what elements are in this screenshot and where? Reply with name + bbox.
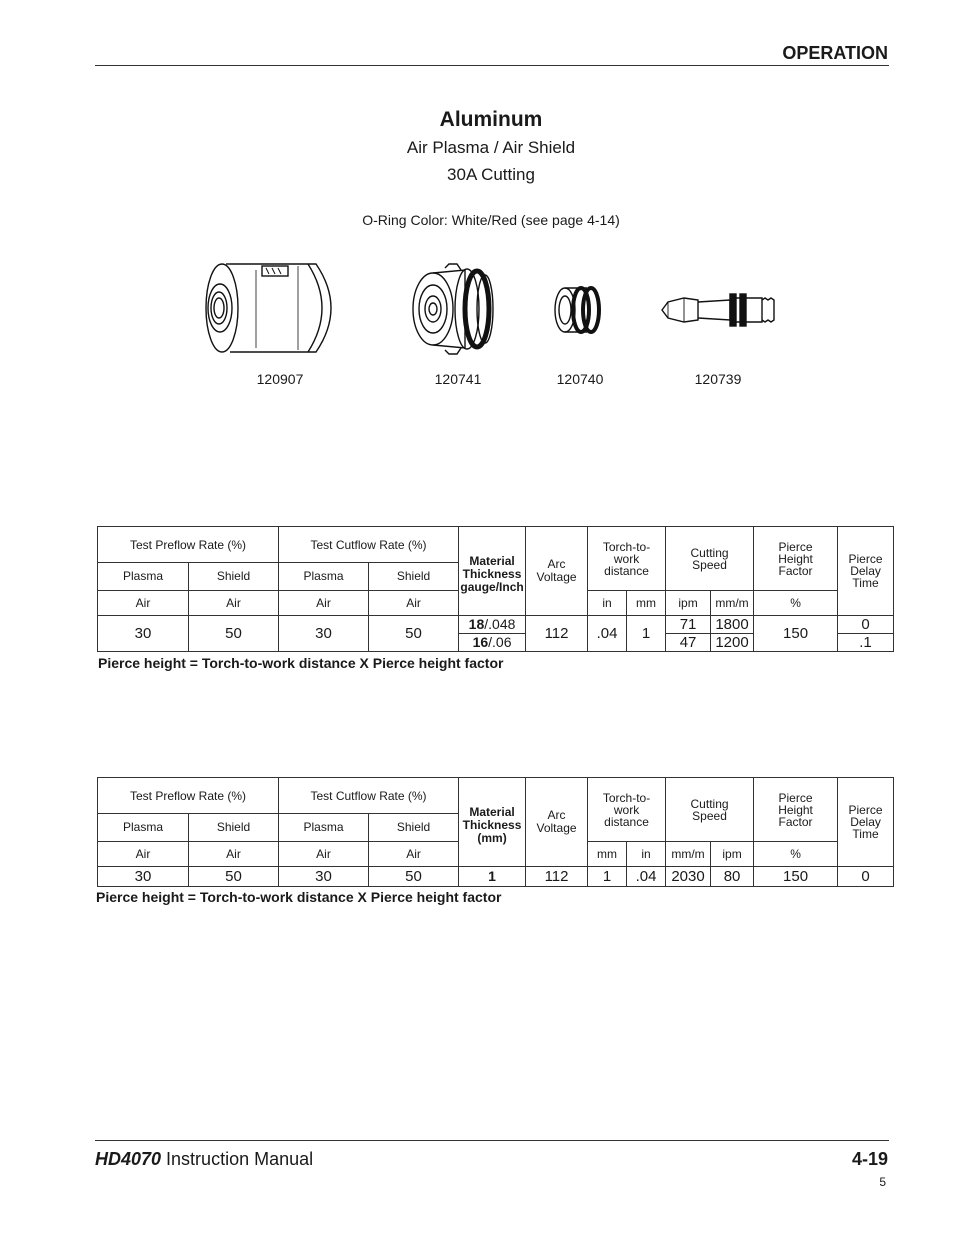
speed-cell: 80: [711, 867, 754, 887]
torch-distance-header: Torch-to- work distance: [588, 527, 666, 591]
part-number-nozzle: 120741: [434, 371, 482, 387]
pierce-height-note: Pierce height = Torch-to-work distance X Pierce height factor: [96, 889, 502, 905]
pierce-factor-cell: 150: [754, 867, 838, 887]
preflow-header: Test Preflow Rate (%): [98, 527, 279, 563]
arc-voltage-header: Arc Voltage: [526, 778, 588, 867]
part-number-swirl-ring: 120740: [556, 371, 604, 387]
preflow-shield-header: Shield: [189, 814, 279, 842]
value-cell: 50: [189, 616, 279, 652]
gas-cell: Air: [189, 842, 279, 867]
swirl-ring-icon: [551, 284, 603, 336]
unit-cell: mm/m: [666, 842, 711, 867]
arc-voltage-cell: 112: [526, 616, 588, 652]
unit-cell: in: [588, 591, 627, 616]
cutflow-header: Test Cutflow Rate (%): [279, 527, 459, 563]
value-cell: 50: [369, 616, 459, 652]
speed-cell: 71: [666, 616, 711, 634]
unit-cell: mm/m: [711, 591, 754, 616]
unit-cell: %: [754, 591, 838, 616]
page-title: Aluminum: [439, 108, 543, 131]
preflow-plasma-header: Plasma: [98, 814, 189, 842]
cut-chart-table-inch: [97, 526, 894, 652]
model-name: HD4070: [95, 1149, 162, 1169]
section-header: OPERATION: [782, 43, 888, 63]
current-subtitle: 30A Cutting: [447, 165, 535, 184]
cutflow-shield-header: Shield: [369, 814, 459, 842]
arc-voltage-header: Arc Voltage: [526, 527, 588, 616]
cutflow-header: Test Cutflow Rate (%): [279, 778, 459, 814]
part-number-shield: 120907: [256, 371, 304, 387]
page-reference: 4-19: [851, 1149, 888, 1169]
cutflow-plasma-header: Plasma: [279, 814, 369, 842]
value-cell: 30: [98, 867, 189, 887]
gas-cell: Air: [98, 842, 189, 867]
part-number-electrode: 120739: [694, 371, 742, 387]
unit-cell: %: [754, 842, 838, 867]
material-thickness-cell: 16/.06: [459, 634, 526, 652]
unit-cell: mm: [588, 842, 627, 867]
unit-cell: mm: [627, 591, 666, 616]
pierce-height-factor-header: Pierce Height Factor: [754, 527, 838, 591]
footer-rule: [95, 1140, 889, 1141]
distance-cell: .04: [627, 867, 666, 887]
process-subtitle: Air Plasma / Air Shield: [406, 138, 576, 157]
cutting-speed-header: Cutting Speed: [666, 527, 754, 591]
pierce-delay-header: Pierce Delay Time: [838, 527, 894, 616]
header-rule: [95, 65, 889, 66]
distance-cell: .04: [588, 616, 627, 652]
cut-chart-table-metric: [97, 777, 894, 887]
arc-voltage-cell: 112: [526, 867, 588, 887]
oring-note: O-Ring Color: White/Red (see page 4-14): [362, 212, 620, 228]
shield-cap-icon: [198, 258, 348, 358]
gas-cell: Air: [189, 591, 279, 616]
material-thickness-header: Material Thickness (mm): [459, 778, 526, 867]
pierce-factor-cell: 150: [754, 616, 838, 652]
pierce-delay-header: Pierce Delay Time: [838, 778, 894, 867]
distance-cell: 1: [627, 616, 666, 652]
preflow-plasma-header: Plasma: [98, 563, 189, 591]
preflow-shield-header: Shield: [189, 563, 279, 591]
unit-cell: in: [627, 842, 666, 867]
pierce-height-note: Pierce height = Torch-to-work distance X Pierce height factor: [98, 655, 504, 671]
gas-cell: Air: [279, 842, 369, 867]
pierce-height-factor-header: Pierce Height Factor: [754, 778, 838, 842]
cutflow-plasma-header: Plasma: [279, 563, 369, 591]
gas-cell: Air: [279, 591, 369, 616]
footer-manual-title: [95, 1149, 313, 1170]
speed-cell: 47: [666, 634, 711, 652]
preflow-header: Test Preflow Rate (%): [98, 778, 279, 814]
unit-cell: ipm: [711, 842, 754, 867]
delay-cell: 0: [838, 616, 894, 634]
value-cell: 50: [369, 867, 459, 887]
delay-cell: 0: [838, 867, 894, 887]
torch-distance-header: Torch-to- work distance: [588, 778, 666, 842]
value-cell: 50: [189, 867, 279, 887]
gas-cell: Air: [369, 842, 459, 867]
nozzle-icon: [405, 262, 497, 356]
material-thickness-header: Material Thickness gauge/Inch: [459, 527, 526, 616]
speed-cell: 2030: [666, 867, 711, 887]
manual-label: Instruction Manual: [161, 1149, 314, 1169]
page-number: 5: [879, 1175, 886, 1189]
material-thickness-cell: 1: [459, 867, 526, 887]
unit-cell: ipm: [666, 591, 711, 616]
distance-cell: 1: [588, 867, 627, 887]
gas-cell: Air: [369, 591, 459, 616]
cutting-speed-header: Cutting Speed: [666, 778, 754, 842]
gas-cell: Air: [98, 591, 189, 616]
value-cell: 30: [279, 867, 369, 887]
cutflow-shield-header: Shield: [369, 563, 459, 591]
value-cell: 30: [98, 616, 189, 652]
value-cell: 30: [279, 616, 369, 652]
electrode-icon: [658, 288, 778, 332]
speed-cell: 1800: [711, 616, 754, 634]
speed-cell: 1200: [711, 634, 754, 652]
delay-cell: .1: [838, 634, 894, 652]
material-thickness-cell: 18/.048: [459, 616, 526, 634]
